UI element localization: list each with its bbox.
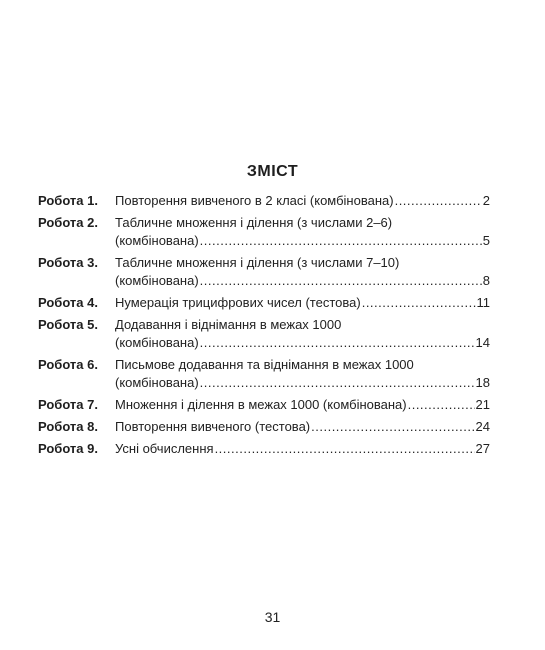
- toc-entry: [38, 440, 490, 458]
- entry-title: Усні обчислення: [115, 441, 214, 456]
- entry-body: [115, 418, 490, 436]
- toc-title: ЗМІСТ: [246, 163, 299, 180]
- entry-line: [115, 254, 490, 272]
- entry-title: Табличне множення і ділення (з числами 2–6): [115, 215, 393, 230]
- entry-body: [115, 214, 490, 250]
- table-of-contents: [38, 192, 490, 462]
- entry-page: 11: [476, 295, 490, 310]
- entry-page: 8: [482, 273, 490, 288]
- entry-title: Повторення вивченого в 2 класі (комбінована): [115, 193, 394, 208]
- entry-number: Робота 9.: [38, 441, 98, 456]
- entry-page: 2: [482, 193, 490, 208]
- toc-entry: [38, 316, 490, 352]
- entry-number: Робота 2.: [38, 215, 98, 230]
- toc-entry: [38, 254, 490, 290]
- dot-leader: [200, 272, 482, 290]
- entry-line: [115, 440, 490, 458]
- toc-entry: [38, 192, 490, 210]
- toc-entry: [38, 214, 490, 250]
- entry-title: Повторення вивченого (тестова): [115, 419, 311, 434]
- entry-body: [115, 440, 490, 458]
- entry-body: [115, 294, 490, 312]
- entry-page: 14: [475, 335, 490, 350]
- entry-body: [115, 396, 490, 414]
- entry-line: [115, 356, 490, 374]
- entry-page: 21: [475, 397, 490, 412]
- dot-leader: [311, 418, 474, 436]
- dot-leader: [395, 192, 482, 210]
- entry-title: Нумерація трицифрових чисел (тестова): [115, 295, 361, 310]
- entry-body: [115, 356, 490, 392]
- entry-number: Робота 5.: [38, 317, 98, 332]
- entry-line: [115, 272, 490, 290]
- dot-leader: [200, 374, 475, 392]
- dot-leader: [215, 440, 475, 458]
- toc-entry: [38, 418, 490, 436]
- entry-number: Робота 1.: [38, 193, 98, 208]
- entry-title: Табличне множення і ділення (з числами 7–10): [115, 255, 400, 270]
- entry-page: 18: [475, 375, 490, 390]
- entry-line: [115, 214, 490, 232]
- page-number: 31: [264, 609, 281, 625]
- entry-line: [115, 316, 490, 334]
- entry-line: [115, 334, 490, 352]
- entry-title-continued: (комбінована): [115, 233, 199, 248]
- entry-title: Письмове додавання та віднімання в межах 1000: [115, 357, 414, 372]
- entry-body: [115, 254, 490, 290]
- dot-leader: [362, 294, 476, 312]
- entry-title-continued: (комбінована): [115, 375, 199, 390]
- entry-page: 24: [475, 419, 490, 434]
- entry-line: [115, 418, 490, 436]
- entry-page: 5: [482, 233, 490, 248]
- entry-body: [115, 192, 490, 210]
- entry-number: Робота 7.: [38, 397, 98, 412]
- entry-line: [115, 232, 490, 250]
- entry-title: Множення і ділення в межах 1000 (комбінована): [115, 397, 407, 412]
- toc-entry: [38, 294, 490, 312]
- entry-title: Додавання і віднімання в межах 1000: [115, 317, 342, 332]
- entry-title-continued: (комбінована): [115, 335, 199, 350]
- entry-body: [115, 316, 490, 352]
- toc-entry: [38, 356, 490, 392]
- entry-number: Робота 4.: [38, 295, 98, 310]
- entry-line: [115, 374, 490, 392]
- entry-number: Робота 6.: [38, 357, 98, 372]
- entry-page: 27: [475, 441, 490, 456]
- toc-entry: [38, 396, 490, 414]
- entry-line: [115, 294, 490, 312]
- entry-line: [115, 396, 490, 414]
- dot-leader: [408, 396, 475, 414]
- entry-number: Робота 8.: [38, 419, 98, 434]
- dot-leader: [200, 334, 475, 352]
- entry-line: [115, 192, 490, 210]
- entry-number: Робота 3.: [38, 255, 98, 270]
- entry-title-continued: (комбінована): [115, 273, 199, 288]
- dot-leader: [200, 232, 482, 250]
